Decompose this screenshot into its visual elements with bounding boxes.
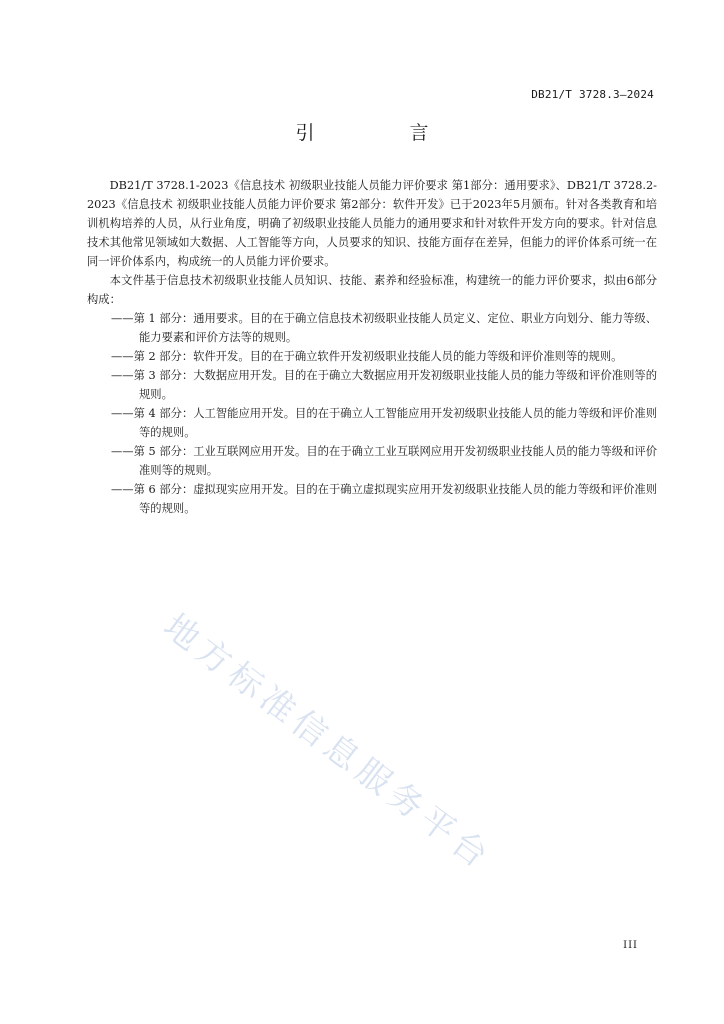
document-body <box>87 176 657 518</box>
document-code: DB21/T 3728.3—2024 <box>531 88 654 101</box>
list-item: ——第 3 部分：大数据应用开发。目的在于确立大数据应用开发初级职业技能人员的能力等级和评价准则等的规则。 <box>111 369 657 401</box>
list-item: ——第 4 部分：人工智能应用开发。目的在于确立人工智能应用开发初级职业技能人员的能力等级和评价准则等的规则。 <box>111 407 657 439</box>
list-item: ——第 2 部分：软件开发。目的在于确立软件开发初级职业技能人员的能力等级和评价准则等的规则。 <box>111 350 623 363</box>
parts-list <box>87 309 657 518</box>
list-item: ——第 5 部分：工业互联网应用开发。目的在于确立工业互联网应用开发初级职业技能人员的能力等级和评价准则等的规则。 <box>111 445 657 477</box>
paragraph: DB21/T 3728.1-2023《信息技术 初级职业技能人员能力评价要求 第1部分：通用要求》、DB21/T 3728.2-2023《信息技术 初级职业技能人员能力评价要求 第2部分：软件开发》已于2023年5月颁布。针对各类教育和培训机构培养的人员，从行业角度，明确了初级职业技能人员能力的通用要求和针对软件开发方向的要求。针对信息技术其他常见领域如大数据、人工智能等方向，人员要求的知识、技能方面存在差异，但能力的评价体系可统一在同一评价体系内，构成统一的人员能力评价要求。 <box>87 179 657 268</box>
watermark: 地方标准信息服务平台 <box>156 606 500 880</box>
list-item: ——第 1 部分：通用要求。目的在于确立信息技术初级职业技能人员定义、定位、职业方向划分、能力等级、能力要素和评价方法等的规则。 <box>111 312 657 344</box>
paragraph: 本文件基于信息技术初级职业技能人员知识、技能、素养和经验标准，构建统一的能力评价要求，拟由6部分构成： <box>87 274 657 306</box>
page-number: III <box>623 940 638 951</box>
list-item: ——第 6 部分：虚拟现实应用开发。目的在于确立虚拟现实应用开发初级职业技能人员的能力等级和评价准则等的规则。 <box>111 483 657 515</box>
section-title: 引 言 <box>295 122 467 144</box>
